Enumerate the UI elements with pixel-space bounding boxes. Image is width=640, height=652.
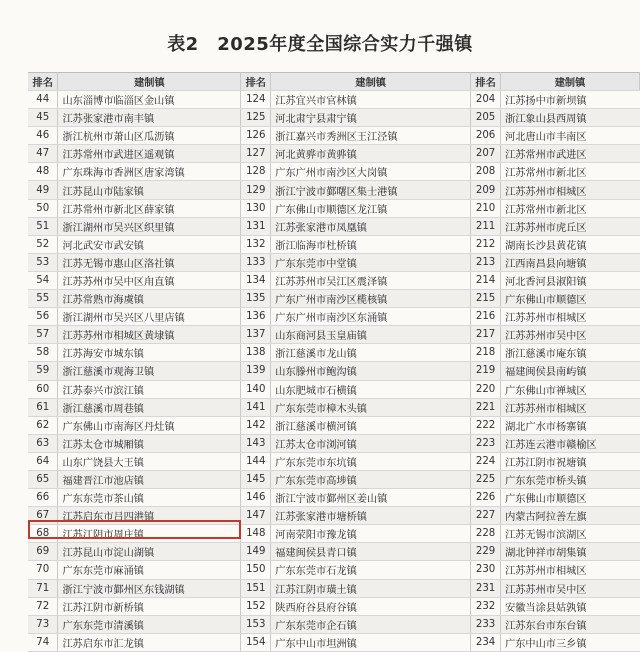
table-title: 表2 2025年度全国综合实力千强镇 <box>167 34 473 55</box>
town-cell: 广东佛山市顺德区 <box>501 489 640 507</box>
rank-cell: 140 <box>241 380 271 398</box>
town-cell: 江苏张家港市塘桥镇 <box>271 507 471 525</box>
town-cell: 陕西府谷县府谷镇 <box>271 597 471 615</box>
rank-cell: 47 <box>28 145 58 163</box>
rank-cell: 215 <box>471 290 501 308</box>
town-cell: 浙江慈溪市横河镇 <box>271 416 471 434</box>
table-row <box>28 543 640 561</box>
rank-cell: 57 <box>28 326 58 344</box>
town-cell: 广东佛山市顺德区龙江镇 <box>271 199 471 217</box>
header-rank: 排名 <box>28 73 58 91</box>
town-cell: 江苏启东市吕四港镇 <box>58 507 241 525</box>
town-cell: 江苏泰兴市滨江镇 <box>58 380 241 398</box>
town-cell: 浙江宁波市鄞州区东钱湖镇 <box>58 579 241 597</box>
rank-cell: 139 <box>241 362 271 380</box>
rank-cell: 144 <box>241 452 271 470</box>
town-cell: 浙江湖州市吴兴区织里镇 <box>58 217 241 235</box>
rank-cell: 67 <box>28 507 58 525</box>
table-row <box>28 507 640 525</box>
town-cell: 河北香河县淑阳镇 <box>501 271 640 289</box>
rank-cell: 217 <box>471 326 501 344</box>
rank-cell: 154 <box>241 633 271 651</box>
rank-cell: 127 <box>241 145 271 163</box>
town-cell: 山东广饶县大王镇 <box>58 452 241 470</box>
rank-cell: 48 <box>28 163 58 181</box>
town-cell: 江苏苏州市相城区 <box>501 561 640 579</box>
town-cell: 山东商河县玉皇庙镇 <box>271 326 471 344</box>
town-cell: 江苏常州市新北区 <box>501 163 640 181</box>
town-cell: 江苏苏州市虎丘区 <box>501 217 640 235</box>
town-cell: 江苏苏州市吴江区震泽镇 <box>271 271 471 289</box>
town-cell: 江苏常州市新北区薛家镇 <box>58 199 241 217</box>
town-cell: 广东广州市南沙区大岗镇 <box>271 163 471 181</box>
rank-cell: 71 <box>28 579 58 597</box>
rank-cell: 56 <box>28 308 58 326</box>
table-row <box>28 470 640 488</box>
table-row <box>28 362 640 380</box>
rank-cell: 147 <box>241 507 271 525</box>
town-cell: 江苏苏州市相城区黄埭镇 <box>58 326 241 344</box>
rank-cell: 66 <box>28 489 58 507</box>
town-cell: 内蒙古阿拉善左旗 <box>501 507 640 525</box>
rank-cell: 209 <box>471 181 501 199</box>
town-cell: 广东中山市三乡镇 <box>501 633 640 651</box>
town-cell: 河南荥阳市豫龙镇 <box>271 525 471 543</box>
rank-cell: 72 <box>28 597 58 615</box>
rank-cell: 52 <box>28 235 58 253</box>
town-cell: 福建闽侯县南屿镇 <box>501 362 640 380</box>
table-row <box>28 217 640 235</box>
rank-cell: 222 <box>471 416 501 434</box>
town-cell: 河北肃宁县肃宁镇 <box>271 109 471 127</box>
rank-cell: 50 <box>28 199 58 217</box>
table-row <box>28 434 640 452</box>
table-row <box>28 127 640 145</box>
table-row <box>28 271 640 289</box>
rank-cell: 211 <box>471 217 501 235</box>
rank-cell: 53 <box>28 253 58 271</box>
rank-cell: 208 <box>471 163 501 181</box>
rank-cell: 141 <box>241 398 271 416</box>
table-row <box>28 579 640 597</box>
ranking-table <box>28 72 640 652</box>
table-row <box>28 109 640 127</box>
town-cell: 广东中山市坦洲镇 <box>271 633 471 651</box>
table-header-row <box>28 73 640 91</box>
town-cell: 浙江象山县西周镇 <box>501 109 640 127</box>
rank-cell: 130 <box>241 199 271 217</box>
town-cell: 江苏昆山市陆家镇 <box>58 181 241 199</box>
rank-cell: 207 <box>471 145 501 163</box>
header-rank: 排名 <box>241 73 271 91</box>
rank-cell: 146 <box>241 489 271 507</box>
town-cell: 江苏无锡市惠山区洛社镇 <box>58 253 241 271</box>
header-town: 建制镇 <box>501 73 640 91</box>
rank-cell: 150 <box>241 561 271 579</box>
rank-cell: 68 <box>28 525 58 543</box>
rank-cell: 45 <box>28 109 58 127</box>
table-row <box>28 253 640 271</box>
town-cell: 浙江慈溪市龙山镇 <box>271 344 471 362</box>
table-row <box>28 452 640 470</box>
town-cell: 广东佛山市顺德区 <box>501 290 640 308</box>
town-cell: 广东东莞市石龙镇 <box>271 561 471 579</box>
rank-cell: 129 <box>241 181 271 199</box>
rank-cell: 49 <box>28 181 58 199</box>
town-cell: 湖北广水市杨寨镇 <box>501 416 640 434</box>
town-cell: 江苏无锡市滨湖区 <box>501 525 640 543</box>
rank-cell: 125 <box>241 109 271 127</box>
rank-cell: 234 <box>471 633 501 651</box>
town-cell: 广东东莞市清溪镇 <box>58 615 241 633</box>
rank-cell: 132 <box>241 235 271 253</box>
town-cell: 江苏江阴市新桥镇 <box>58 597 241 615</box>
town-cell: 江苏常熟市海虞镇 <box>58 290 241 308</box>
town-cell: 江苏宜兴市官林镇 <box>271 91 471 109</box>
town-cell: 湖南长沙县黄花镇 <box>501 235 640 253</box>
town-cell: 广东广州市南沙区榄核镇 <box>271 290 471 308</box>
rank-cell: 124 <box>241 91 271 109</box>
town-cell: 江苏昆山市淀山湖镇 <box>58 543 241 561</box>
rank-cell: 232 <box>471 597 501 615</box>
table-row <box>28 561 640 579</box>
rank-cell: 137 <box>241 326 271 344</box>
rank-cell: 134 <box>241 271 271 289</box>
table-row <box>28 290 640 308</box>
rank-cell: 61 <box>28 398 58 416</box>
rank-cell: 212 <box>471 235 501 253</box>
rank-cell: 142 <box>241 416 271 434</box>
table-row <box>28 615 640 633</box>
rank-cell: 70 <box>28 561 58 579</box>
table-row <box>28 235 640 253</box>
town-cell: 江苏江阴市祝塘镇 <box>501 452 640 470</box>
rank-cell: 221 <box>471 398 501 416</box>
rank-cell: 44 <box>28 91 58 109</box>
town-cell: 浙江临海市杜桥镇 <box>271 235 471 253</box>
town-cell: 江苏苏州市相城区 <box>501 398 640 416</box>
rank-cell: 220 <box>471 380 501 398</box>
town-cell: 江苏常州市武进区遥观镇 <box>58 145 241 163</box>
town-cell: 河北黄骅市黄骅镇 <box>271 145 471 163</box>
town-cell: 江苏常州市武进区 <box>501 145 640 163</box>
town-cell: 广东东莞市中堂镇 <box>271 253 471 271</box>
town-cell: 广东珠海市香洲区唐家湾镇 <box>58 163 241 181</box>
rank-cell: 59 <box>28 362 58 380</box>
town-cell: 河北武安市武安镇 <box>58 235 241 253</box>
town-cell: 江苏苏州市吴中区 <box>501 326 640 344</box>
town-cell: 江苏海安市城东镇 <box>58 344 241 362</box>
town-cell: 江苏苏州市相城区 <box>501 308 640 326</box>
town-cell: 浙江杭州市萧山区瓜沥镇 <box>58 127 241 145</box>
rank-cell: 151 <box>241 579 271 597</box>
table-row <box>28 633 640 651</box>
table-row <box>28 525 640 543</box>
rank-cell: 231 <box>471 579 501 597</box>
rank-cell: 73 <box>28 615 58 633</box>
table-row <box>28 91 640 109</box>
header-town: 建制镇 <box>271 73 471 91</box>
rank-cell: 205 <box>471 109 501 127</box>
rank-cell: 60 <box>28 380 58 398</box>
town-cell: 河北唐山市丰南区 <box>501 127 640 145</box>
rank-cell: 51 <box>28 217 58 235</box>
town-cell: 福建闽侯县青口镇 <box>271 543 471 561</box>
rank-cell: 126 <box>241 127 271 145</box>
town-cell: 山东肥城市石横镇 <box>271 380 471 398</box>
rank-cell: 230 <box>471 561 501 579</box>
town-cell: 江苏扬中市新坝镇 <box>501 91 640 109</box>
town-cell: 浙江嘉兴市秀洲区王江泾镇 <box>271 127 471 145</box>
town-cell: 浙江慈溪市观海卫镇 <box>58 362 241 380</box>
rank-cell: 216 <box>471 308 501 326</box>
rank-cell: 58 <box>28 344 58 362</box>
town-cell: 江苏连云港市赣榆区 <box>501 434 640 452</box>
town-cell: 山东滕州市鲍沟镇 <box>271 362 471 380</box>
town-cell: 江苏苏州市相城区 <box>501 181 640 199</box>
town-cell: 江苏东台市东台镇 <box>501 615 640 633</box>
rank-cell: 74 <box>28 633 58 651</box>
town-cell: 江苏苏州市吴中区 <box>501 579 640 597</box>
town-cell: 江西南昌县向塘镇 <box>501 253 640 271</box>
town-cell: 广东佛山市南海区丹灶镇 <box>58 416 241 434</box>
table-row <box>28 163 640 181</box>
town-cell: 广东东莞市企石镇 <box>271 615 471 633</box>
rank-cell: 131 <box>241 217 271 235</box>
rank-cell: 229 <box>471 543 501 561</box>
town-cell: 湖北钟祥市胡集镇 <box>501 543 640 561</box>
town-cell: 江苏江阴市璜土镇 <box>271 579 471 597</box>
rank-cell: 224 <box>471 452 501 470</box>
rank-cell: 153 <box>241 615 271 633</box>
rank-cell: 69 <box>28 543 58 561</box>
table-row <box>28 597 640 615</box>
rank-cell: 55 <box>28 290 58 308</box>
town-cell: 安徽当涂县姑孰镇 <box>501 597 640 615</box>
table-row <box>28 326 640 344</box>
town-cell: 广东东莞市东坑镇 <box>271 452 471 470</box>
rank-cell: 223 <box>471 434 501 452</box>
rank-cell: 152 <box>241 597 271 615</box>
town-cell: 山东淄博市临淄区金山镇 <box>58 91 241 109</box>
town-cell: 江苏太仓市浏河镇 <box>271 434 471 452</box>
rank-cell: 138 <box>241 344 271 362</box>
town-cell: 江苏太仓市城厢镇 <box>58 434 241 452</box>
table-row <box>28 380 640 398</box>
table-body <box>28 91 640 652</box>
table-row <box>28 181 640 199</box>
town-cell: 福建晋江市池店镇 <box>58 470 241 488</box>
rank-cell: 226 <box>471 489 501 507</box>
town-cell: 江苏江阴市周庄镇 <box>58 525 241 543</box>
header-town: 建制镇 <box>58 73 241 91</box>
town-cell: 浙江宁波市鄞曙区集士港镇 <box>271 181 471 199</box>
table-row <box>28 199 640 217</box>
rank-cell: 213 <box>471 253 501 271</box>
table-row <box>28 145 640 163</box>
rank-cell: 148 <box>241 525 271 543</box>
rank-cell: 135 <box>241 290 271 308</box>
table-row <box>28 398 640 416</box>
rank-cell: 64 <box>28 452 58 470</box>
rank-cell: 204 <box>471 91 501 109</box>
table-row <box>28 416 640 434</box>
rank-cell: 227 <box>471 507 501 525</box>
rank-cell: 210 <box>471 199 501 217</box>
rank-cell: 228 <box>471 525 501 543</box>
rank-cell: 143 <box>241 434 271 452</box>
header-rank: 排名 <box>471 73 501 91</box>
town-cell: 浙江慈溪市周巷镇 <box>58 398 241 416</box>
town-cell: 广东东莞市高埗镇 <box>271 470 471 488</box>
rank-cell: 149 <box>241 543 271 561</box>
rank-cell: 233 <box>471 615 501 633</box>
table-row <box>28 344 640 362</box>
town-cell: 广东东莞市樟木头镇 <box>271 398 471 416</box>
rank-cell: 46 <box>28 127 58 145</box>
rank-cell: 218 <box>471 344 501 362</box>
rank-cell: 128 <box>241 163 271 181</box>
town-cell: 江苏张家港市凤凰镇 <box>271 217 471 235</box>
rank-cell: 62 <box>28 416 58 434</box>
rank-cell: 133 <box>241 253 271 271</box>
town-cell: 江苏张家港市南丰镇 <box>58 109 241 127</box>
town-cell: 浙江湖州市吴兴区八里店镇 <box>58 308 241 326</box>
rank-cell: 225 <box>471 470 501 488</box>
town-cell: 广东东莞市桥头镇 <box>501 470 640 488</box>
town-cell: 广东东莞市茶山镇 <box>58 489 241 507</box>
town-cell: 广东佛山市禅城区 <box>501 380 640 398</box>
town-cell: 江苏常州市新北区 <box>501 199 640 217</box>
town-cell: 广东广州市南沙区东涌镇 <box>271 308 471 326</box>
town-cell: 浙江宁波市鄞州区姜山镇 <box>271 489 471 507</box>
rank-cell: 145 <box>241 470 271 488</box>
town-cell: 浙江慈溪市庵东镇 <box>501 344 640 362</box>
table-row <box>28 489 640 507</box>
rank-cell: 63 <box>28 434 58 452</box>
rank-cell: 214 <box>471 271 501 289</box>
rank-cell: 219 <box>471 362 501 380</box>
town-cell: 江苏苏州市吴中区甪直镇 <box>58 271 241 289</box>
rank-cell: 136 <box>241 308 271 326</box>
rank-cell: 206 <box>471 127 501 145</box>
town-cell: 广东东莞市麻涌镇 <box>58 561 241 579</box>
rank-cell: 65 <box>28 470 58 488</box>
rank-cell: 54 <box>28 271 58 289</box>
table-row <box>28 308 640 326</box>
town-cell: 江苏启东市汇龙镇 <box>58 633 241 651</box>
